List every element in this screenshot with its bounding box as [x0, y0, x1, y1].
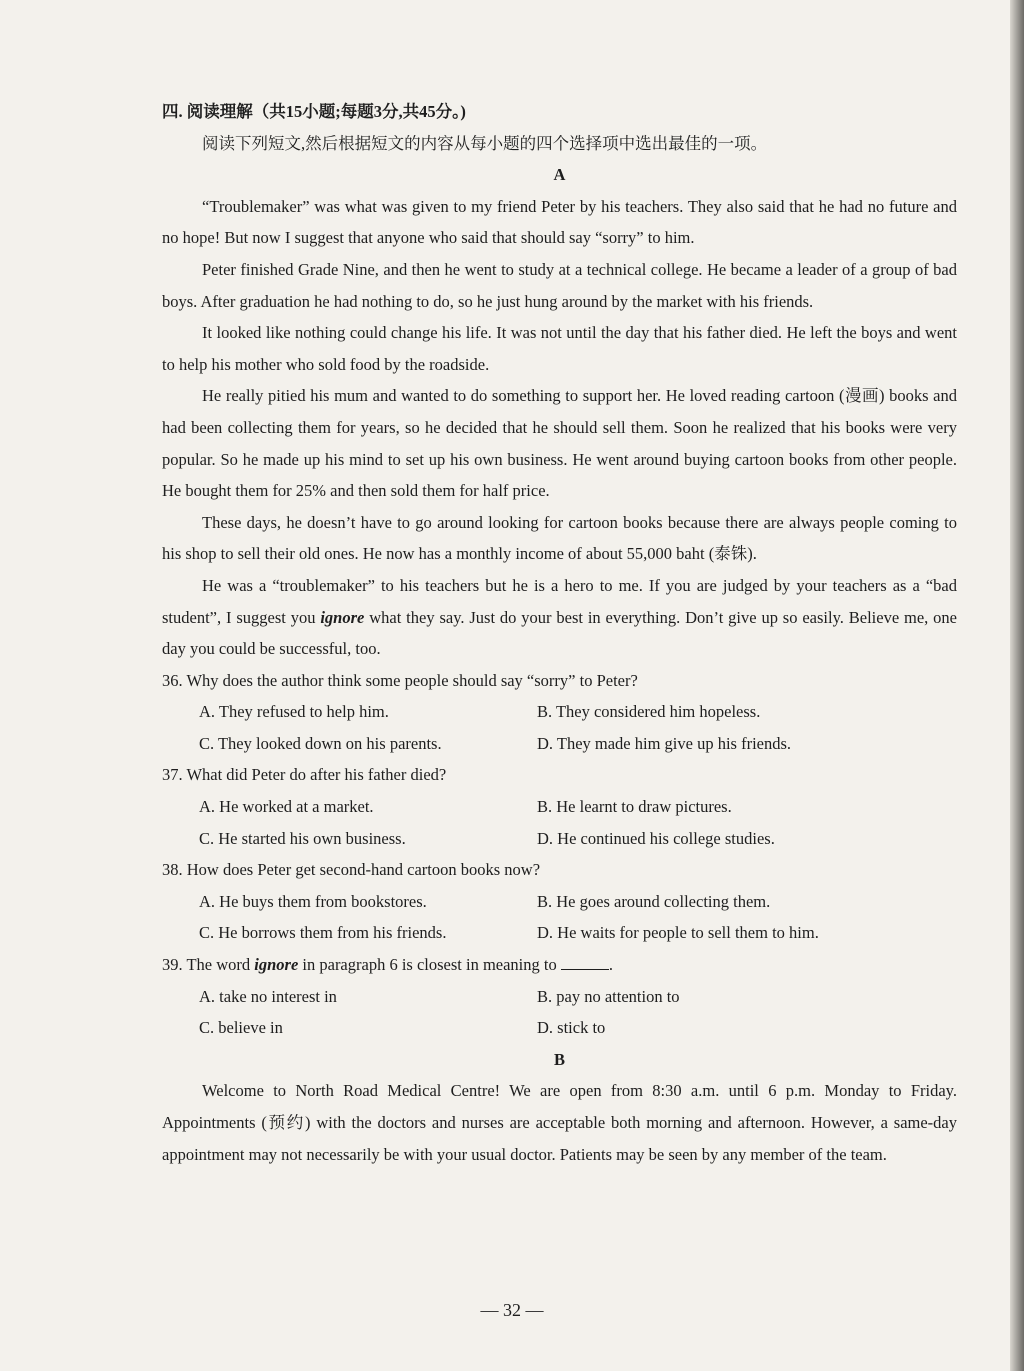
option-c: C. They looked down on his parents. [199, 733, 442, 753]
passage-a-paragraph-3: It looked like nothing could change his life. It was not until the day that his father died. He left the boys and went to help his mother who sold food by the roadside. [162, 323, 957, 374]
scan-edge-shadow [1010, 0, 1024, 1371]
option-c: C. believe in [199, 1018, 283, 1038]
option-d: D. They made him give up his friends. [537, 733, 792, 753]
passage-a-paragraph-1: “Troublemaker” was what was given to my friend Peter by his teachers. They also said that he had no future and no hope! But now I suggest that anyone who said that should say “sorry” to him. [162, 196, 957, 248]
passage-a-paragraph-2: Peter finished Grade Nine, and then he went to study at a technical college. He became a leader of a group of bad boys. After graduation he had nothing to do, so he just hung around by the market with his friends. [162, 259, 957, 311]
keyword-ignore: ignore [320, 607, 365, 627]
option-c: C. He started his own business. [199, 828, 406, 848]
passage-a-paragraph-5: These days, he doesn’t have to go around looking for cartoon books because there are always people coming to his shop to sell their old ones. He now has a monthly income of about 55,000 baht (泰铢). [162, 512, 957, 564]
option-a: A. take no interest in [199, 986, 337, 1006]
keyword-ignore: ignore [254, 955, 299, 975]
question-stem [162, 949, 957, 981]
passage-a-paragraph-6 [162, 570, 957, 665]
passage-b-label: B [553, 1049, 565, 1069]
option-c: C. He borrows them from his friends. [199, 923, 447, 943]
question-37 [162, 759, 957, 854]
passage-b-paragraph-1: Welcome to North Road Medical Centre! We are open from 8:30 a.m. until 6 p.m. Monday to Friday. Appointments (预约) with the doctors and nurses are acceptable both morning and afternoon. However, a same-day appointment may not necessarily be with your usual doctor. Patients may be seen by any member of the team. [162, 1081, 957, 1164]
option-a: A. They refused to help him. [199, 702, 389, 722]
exam-page [162, 96, 957, 1170]
option-d: D. stick to [537, 1018, 606, 1038]
q39-text-after: in paragraph 6 is closest in meaning to [298, 955, 561, 975]
answer-options [162, 696, 957, 759]
option-b: B. pay no attention to [537, 986, 680, 1006]
answer-options [162, 981, 957, 1044]
question-stem: 37. What did Peter do after his father died? [162, 765, 447, 785]
paragraph-6-text-before: He was a “troublemaker” to his teachers but he is a hero to me. If you are judged by your teachers as a “bad student”, I suggest you [162, 575, 957, 627]
option-d: D. He waits for people to sell them to him. [537, 923, 819, 943]
q39-text-before: 39. The word [162, 955, 255, 975]
option-b: B. He goes around collecting them. [537, 891, 771, 911]
question-36 [162, 665, 957, 760]
question-stem: 38. How does Peter get second-hand cartoon books now? [162, 860, 541, 880]
option-d: D. He continued his college studies. [537, 828, 775, 848]
q39-text-end: . [608, 955, 613, 975]
option-b: B. He learnt to draw pictures. [537, 797, 732, 817]
passage-a-paragraph-4: He really pitied his mum and wanted to do something to support her. He loved reading cartoon (漫画) books and had been collecting them for years, so he decided that he should sell them. Soon he realized that his books were very popular. So he made up his mind to set up his own business. He went around buying cartoon books from other people. He bought them for 25% and then sold them for half price. [162, 386, 957, 501]
question-38 [162, 854, 957, 949]
paragraph-6-text-after: what they say. Just do your best in everything. Don’t give up so easily. Believe me, one day you could be successful, too. [162, 607, 957, 659]
question-39 [162, 949, 957, 1044]
question-stem: 36. Why does the author think some people should say “sorry” to Peter? [162, 670, 638, 690]
page-number: — 32 — [480, 1300, 544, 1320]
instruction-text: 阅读下列短文,然后根据短文的内容从每小题的四个选择项中选出最佳的一项。 [202, 133, 768, 153]
answer-blank [561, 951, 609, 970]
answer-options [162, 791, 957, 854]
option-a: A. He worked at a market. [199, 797, 374, 817]
option-a: A. He buys them from bookstores. [199, 891, 427, 911]
section-heading: 四. 阅读理解（共15小题;每题3分,共45分。) [162, 102, 466, 121]
option-b: B. They considered him hopeless. [537, 702, 761, 722]
passage-a-label: A [553, 165, 566, 185]
answer-options [162, 886, 957, 949]
